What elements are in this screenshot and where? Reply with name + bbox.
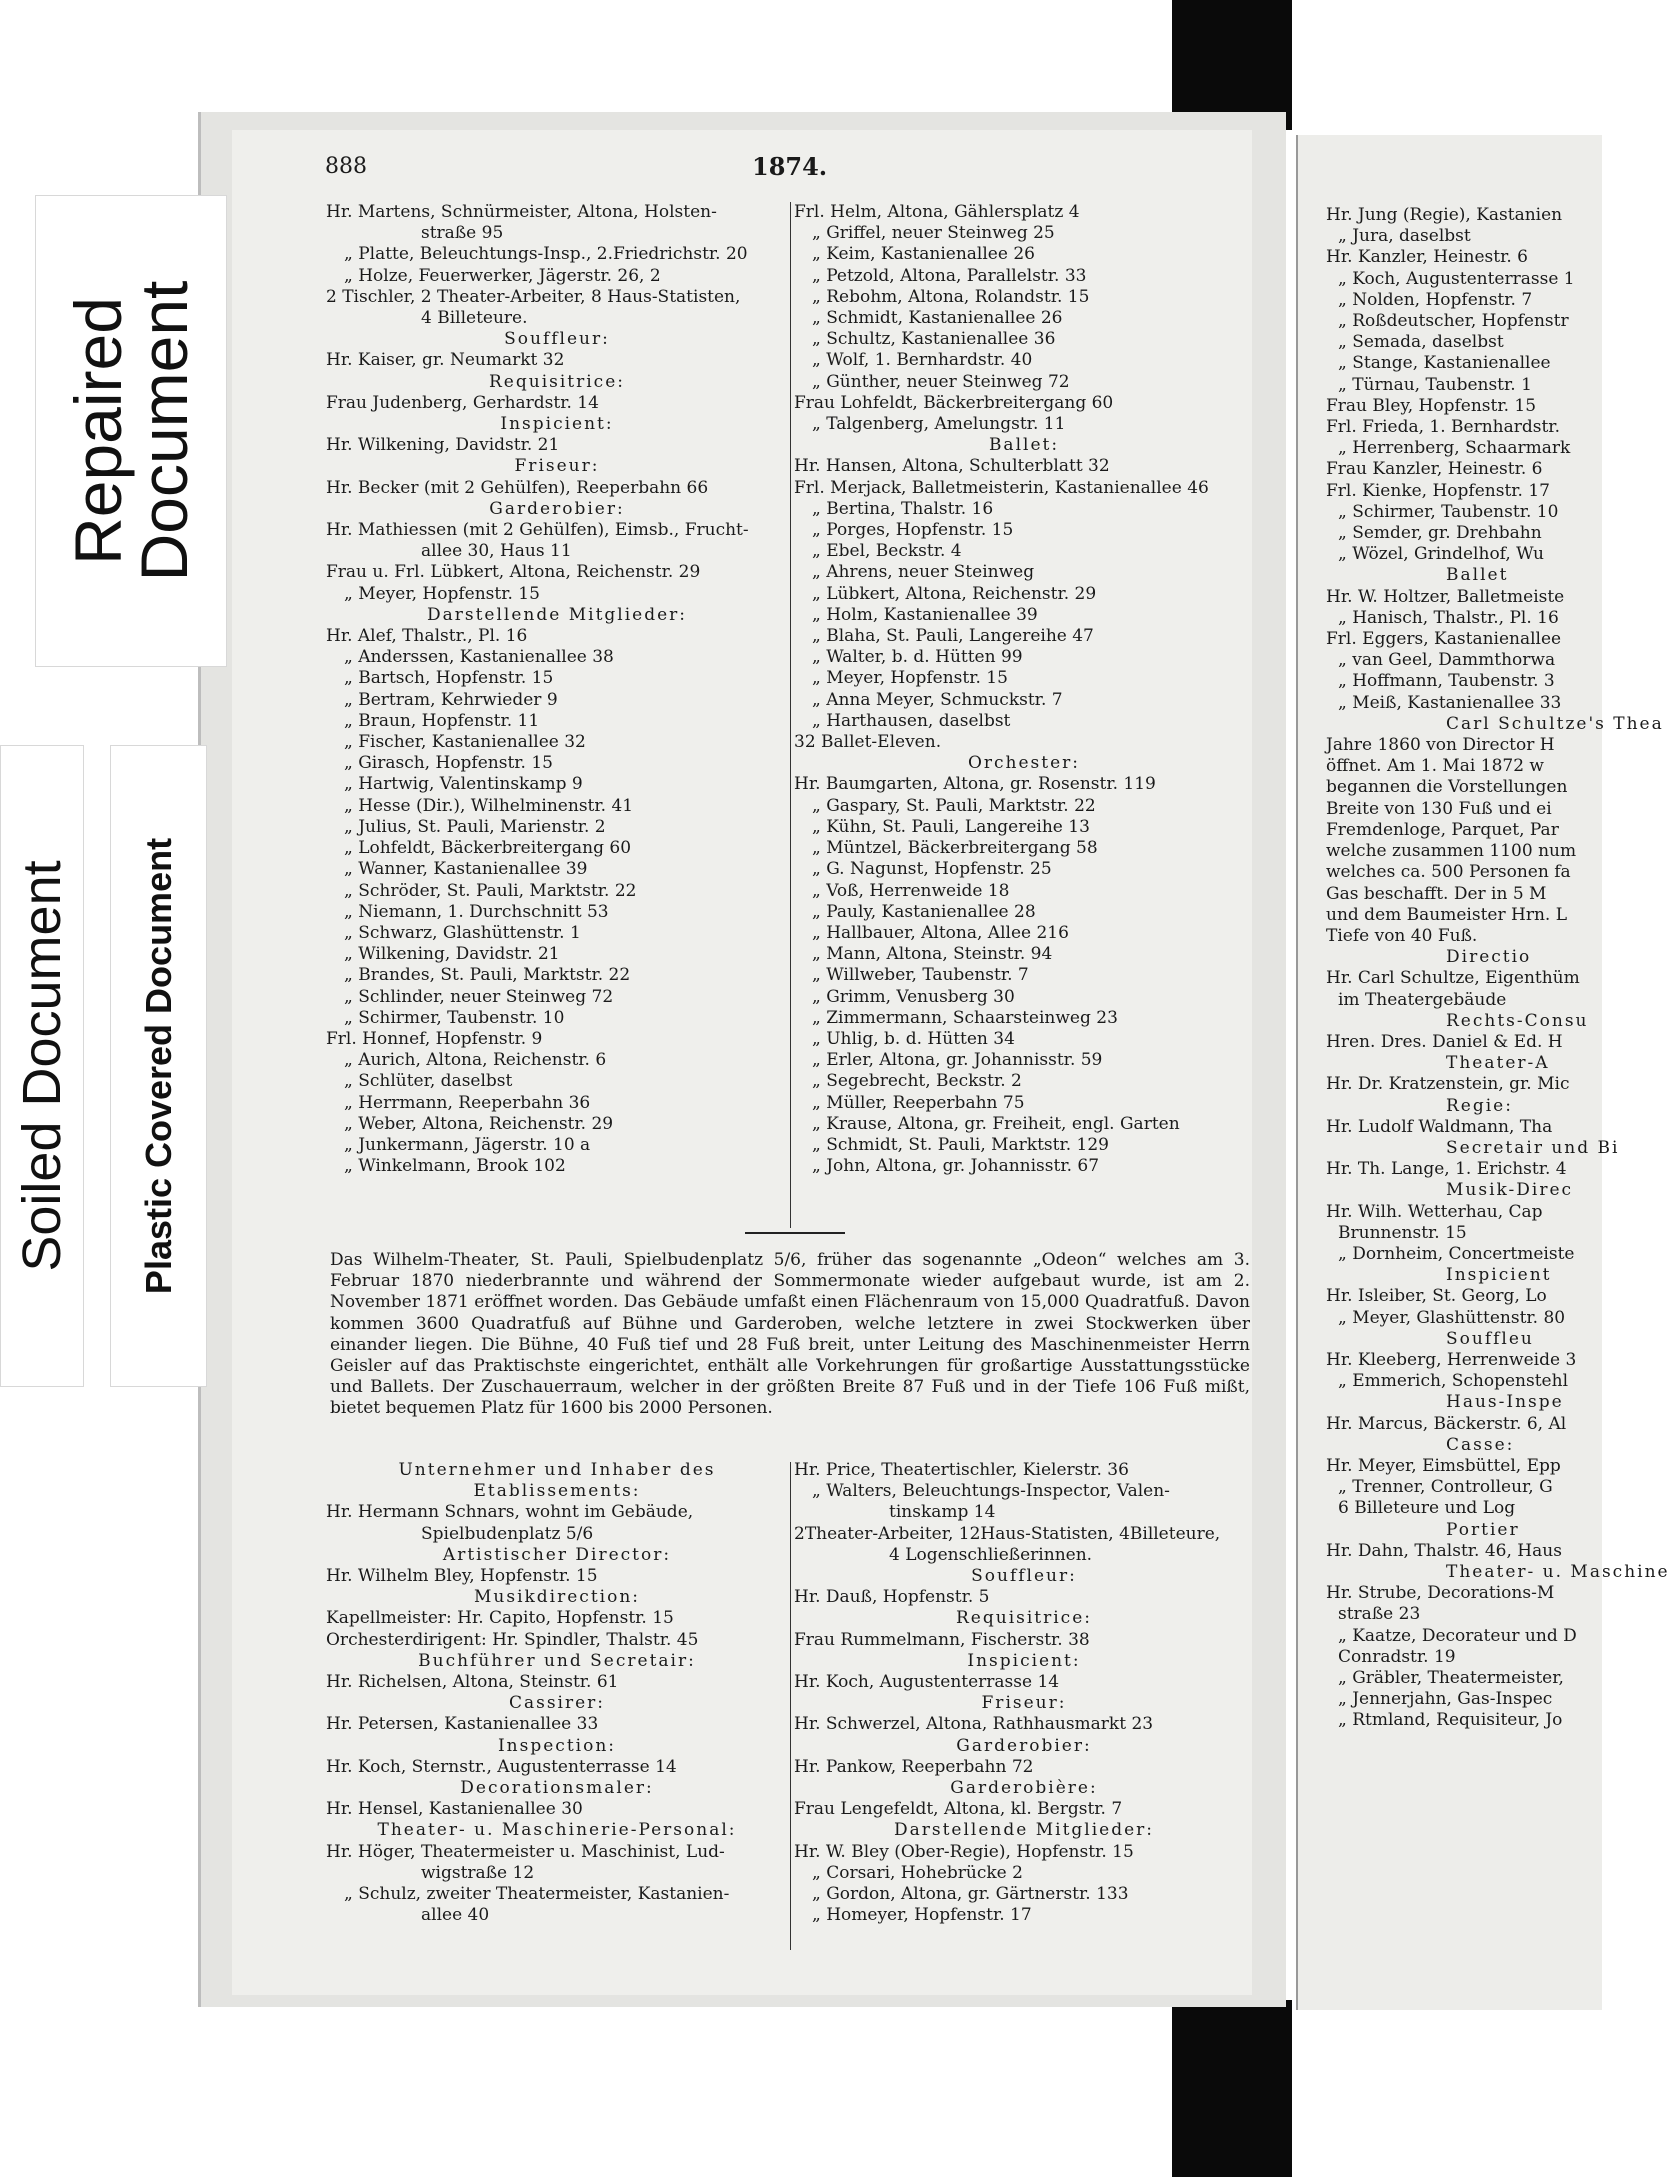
directory-entry: Frau u. Frl. Lübkert, Altona, Reichenstr. 29 (326, 562, 701, 583)
directory-entry: allee 30, Haus 11 (421, 541, 572, 562)
directory-entry: „ Wilkening, Davidstr. 21 (344, 944, 560, 965)
directory-entry: „ Weber, Altona, Reichenstr. 29 (344, 1113, 614, 1134)
directory-entry: „ Schirmer, Taubenstr. 10 (344, 1007, 565, 1028)
directory-entry: „ Anna Meyer, Schmuckstr. 7 (812, 689, 1063, 710)
directory-entry: Hr. Price, Theatertischler, Kielerstr. 36 (794, 1460, 1129, 1480)
directory-entry: Frau Bley, Hopfenstr. 15 (1326, 395, 1537, 416)
directory-entry: „ Roßdeutscher, Hopfenstr (1338, 311, 1569, 332)
directory-entry: „ Blaha, St. Pauli, Langereihe 47 (812, 626, 1094, 647)
directory-entry: „ Krause, Altona, gr. Freiheit, engl. Garten (812, 1113, 1180, 1134)
soiled-label-text: Soiled Document (12, 860, 72, 1272)
directory-entry: Frau Kanzler, Heinestr. 6 (1326, 459, 1543, 480)
directory-entry: wigstraße 12 (421, 1862, 535, 1883)
directory-entry: begannen die Vorstellungen (1326, 777, 1568, 798)
directory-entry: Hr. Pankow, Reeperbahn 72 (794, 1756, 1034, 1777)
directory-entry: „ Wolf, 1. Bernhardstr. 40 (812, 350, 1033, 371)
section-heading: Garderobier: (956, 1735, 1092, 1756)
directory-entry: Hr. Petersen, Kastanienallee 33 (326, 1714, 599, 1735)
directory-entry: Hr. W. Holtzer, Balletmeiste (1326, 586, 1565, 607)
directory-entry: „ Walter, b. d. Hütten 99 (812, 647, 1023, 668)
directory-entry: „ Willweber, Taubenstr. 7 (812, 965, 1029, 986)
wilhelm-theater-description: Das Wilhelm-Theater, St. Pauli, Spielbudenplatz 5/6, früher das sogenannte „Odeon“ welches am 3. Februar 1870 niederbrannte und während der Sommermonate wieder aufgebaut wurde, ist am 2. November 1871 eröffnet worden. Das Gebäude umfaßt einen Flächenraum von 15,000 Quadratfuß. Davon kommen 3600 Quadratfuß auf Bühne und Garderoben, welche letztere in zwei Stockwerken über einander liegen. Die Bühne, 40 Fuß tief und 28 Fuß breit, unter Leitung des Maschinenmeister Herrn Geisler auf das Praktischste eingerichtet, enthält alle Vorkehrungen für großartige Ausstattungsstücke und Ballets. Der Zuschauerraum, welcher in der größten Breite 87 Fuß und in der Tiefe 106 Fuß mißt, bietet bequemen Platz für 1600 bis 2000 Personen. (330, 1250, 1250, 1419)
directory-entry: „ Schirmer, Taubenstr. 10 (1338, 501, 1559, 522)
section-heading: Ballet: (988, 435, 1060, 456)
directory-entry: öffnet. Am 1. Mai 1872 w (1326, 756, 1544, 777)
directory-entry: „ Keim, Kastanienallee 26 (812, 244, 1035, 265)
directory-entry: welches ca. 500 Personen fa (1326, 862, 1571, 883)
directory-entry: „ Platte, Beleuchtungs-Insp., 2.Friedrichstr. 20 (344, 244, 748, 265)
directory-entry: straße 23 (1338, 1604, 1421, 1625)
directory-entry: „ Herrenberg, Schaarmark (1338, 438, 1571, 459)
directory-entry: „ Griffel, neuer Steinweg 25 (812, 223, 1055, 244)
section-heading: Garderobier: (489, 498, 625, 519)
directory-entry: „ Herrmann, Reeperbahn 36 (344, 1092, 591, 1113)
section-heading: Musik-Direc (1446, 1180, 1574, 1201)
directory-entry: tinskamp 14 (889, 1502, 996, 1523)
directory-entry: Hr. Kanzler, Heinestr. 6 (1326, 247, 1528, 268)
section-heading: Requisitrice: (956, 1608, 1092, 1629)
directory-entry: „ Walters, Beleuchtungs-Inspector, Valen- (812, 1481, 1170, 1502)
section-heading: Friseur: (981, 1693, 1067, 1714)
page-year-heading: 1874. (752, 152, 828, 181)
directory-entry: Hr. Alef, Thalstr., Pl. 16 (326, 626, 528, 647)
directory-entry: „ Anderssen, Kastanienallee 38 (344, 647, 614, 668)
directory-entry: „ Meyer, Hopfenstr. 15 (812, 668, 1008, 689)
section-heading: Rechts-Consu (1446, 1010, 1589, 1031)
column-divider-top (790, 202, 791, 1228)
directory-entry: Conradstr. 19 (1338, 1646, 1456, 1667)
directory-entry: „ Petzold, Altona, Parallelstr. 33 (812, 265, 1087, 286)
directory-entry: „ Schmidt, Kastanienallee 26 (812, 308, 1063, 329)
directory-entry: „ Segebrecht, Beckstr. 2 (812, 1071, 1022, 1092)
column-left-bottom (326, 1460, 788, 1926)
directory-entry: „ Holm, Kastanienallee 39 (812, 604, 1038, 625)
directory-entry: „ Talgenberg, Amelungstr. 11 (812, 414, 1066, 435)
section-heading: Theater- u. Maschinerie-Personal: (377, 1820, 737, 1841)
directory-entry: Frau Judenberg, Gerhardstr. 14 (326, 392, 599, 413)
directory-entry: Fremdenloge, Parquet, Par (1326, 819, 1559, 840)
column-right-top (794, 202, 1254, 1177)
directory-entry: Frau Lengefeldt, Altona, kl. Bergstr. 7 (794, 1799, 1123, 1820)
directory-entry: Hr. Hansen, Altona, Schulterblatt 32 (794, 456, 1110, 477)
section-divider (745, 1232, 845, 1234)
directory-entry: Hr. Strube, Decorations-M (1326, 1583, 1555, 1604)
directory-entry: „ Holze, Feuerwerker, Jägerstr. 26, 2 (344, 265, 661, 286)
directory-entry: „ Türnau, Taubenstr. 1 (1338, 374, 1532, 395)
directory-entry: „ Rtmland, Requisiteur, Jo (1338, 1710, 1563, 1731)
directory-entry: „ Harthausen, daselbst (812, 710, 1011, 731)
directory-entry: „ Julius, St. Pauli, Marienstr. 2 (344, 816, 606, 837)
directory-entry: „ Semder, gr. Drehbahn (1338, 523, 1542, 544)
section-heading: Secretair und Bi (1446, 1137, 1620, 1158)
section-heading: Artistischer Director: (442, 1544, 672, 1565)
directory-entry: „ Erler, Altona, gr. Johannisstr. 59 (812, 1050, 1103, 1071)
directory-entry: „ Winkelmann, Brook 102 (344, 1156, 566, 1177)
directory-entry: „ van Geel, Dammthorwa (1338, 650, 1556, 671)
directory-entry: „ Fischer, Kastanienallee 32 (344, 732, 586, 753)
directory-entry: Jahre 1860 von Director H (1326, 735, 1555, 756)
directory-entry: Hr. Wilhelm Bley, Hopfenstr. 15 (326, 1566, 598, 1587)
directory-entry: Hr. Schwerzel, Altona, Rathhausmarkt 23 (794, 1714, 1154, 1735)
directory-entry: „ Junkermann, Jägerstr. 10 a (344, 1134, 591, 1155)
directory-entry: „ Braun, Hopfenstr. 11 (344, 710, 540, 731)
directory-entry: Frl. Merjack, Balletmeisterin, Kastanienallee 46 (794, 477, 1209, 498)
column-right-bottom (794, 1460, 1254, 1926)
directory-entry: „ Pauly, Kastanienallee 28 (812, 901, 1036, 922)
section-heading: Souffleu (1446, 1328, 1534, 1349)
directory-entry: Hr. Höger, Theatermeister u. Maschinist, Lud- (326, 1841, 725, 1862)
directory-entry: „ Schlinder, neuer Steinweg 72 (344, 986, 614, 1007)
directory-entry: „ Zimmermann, Schaarsteinweg 23 (812, 1007, 1118, 1028)
directory-entry: „ Lübkert, Altona, Reichenstr. 29 (812, 583, 1097, 604)
directory-entry: Breite von 130 Fuß und ei (1326, 798, 1552, 819)
directory-entry: Hr. Hensel, Kastanienallee 30 (326, 1799, 583, 1820)
directory-entry: „ Hesse (Dir.), Wilhelminenstr. 41 (344, 795, 634, 816)
directory-entry: Hr. Meyer, Eimsbüttel, Epp (1326, 1455, 1561, 1476)
section-heading: Etablissements: (473, 1481, 641, 1502)
directory-entry: Brunnenstr. 15 (1338, 1222, 1467, 1243)
directory-entry: 4 Logenschließerinnen. (889, 1544, 1093, 1565)
section-heading: Ballet (1446, 565, 1509, 586)
directory-entry: „ Wözel, Grindelhof, Wu (1338, 544, 1544, 565)
directory-entry: Hr. Kleeberg, Herrenweide 3 (1326, 1349, 1577, 1370)
section-heading: Friseur: (514, 456, 600, 477)
directory-entry: Hr. Hermann Schnars, wohnt im Gebäude, (326, 1502, 694, 1523)
directory-entry: Frl. Helm, Altona, Gählersplatz 4 (794, 202, 1080, 222)
directory-entry: „ Kühn, St. Pauli, Langereihe 13 (812, 816, 1090, 837)
directory-entry: „ Gräbler, Theatermeister, (1338, 1668, 1564, 1689)
directory-entry: „ Girasch, Hopfenstr. 15 (344, 753, 553, 774)
directory-entry: Frl. Eggers, Kastanienallee (1326, 629, 1562, 650)
column-left-top (326, 202, 788, 1177)
section-heading: Garderobière: (950, 1778, 1098, 1799)
directory-entry: „ Homeyer, Hopfenstr. 17 (812, 1905, 1032, 1926)
directory-entry: „ Stange, Kastanienallee (1338, 353, 1551, 374)
directory-entry: Frl. Kienke, Hopfenstr. 17 (1326, 480, 1550, 501)
section-heading: Theater- u. Maschine (1446, 1562, 1670, 1582)
directory-entry: „ Trenner, Controlleur, G (1338, 1477, 1553, 1498)
section-heading: Carl Schultze's Thea (1446, 713, 1664, 734)
directory-entry: „ Günther, neuer Steinweg 72 (812, 371, 1070, 392)
directory-entry: Kapellmeister: Hr. Capito, Hopfenstr. 15 (326, 1608, 674, 1629)
directory-entry: „ Meyer, Glashüttenstr. 80 (1338, 1307, 1566, 1328)
section-heading: Casse: (1446, 1434, 1515, 1455)
directory-entry: „ Porges, Hopfenstr. 15 (812, 520, 1014, 541)
section-heading: Musikdirection: (473, 1587, 641, 1608)
directory-entry: Spielbudenplatz 5/6 (421, 1523, 594, 1544)
directory-entry: „ Müntzel, Bäckerbreitergang 58 (812, 838, 1098, 859)
directory-entry: „ Mann, Altona, Steinstr. 94 (812, 944, 1053, 965)
binding-bar-bottom (1172, 2000, 1292, 2177)
facing-page-column (1326, 205, 1670, 1732)
directory-entry: Hr. Dauß, Hopfenstr. 5 (794, 1587, 990, 1608)
section-heading: Theater-A (1446, 1053, 1550, 1074)
directory-entry: „ Lohfeldt, Bäckerbreitergang 60 (344, 838, 632, 859)
section-heading: Decorationsmaler: (460, 1778, 654, 1799)
directory-entry: Frau Lohfeldt, Bäckerbreitergang 60 (794, 392, 1114, 413)
directory-entry: Hr. Koch, Augustenterrasse 14 (794, 1672, 1060, 1693)
directory-entry: 32 Ballet-Eleven. (794, 732, 942, 753)
directory-entry: „ Kaatze, Decorateur und D (1338, 1625, 1577, 1646)
directory-entry: Hren. Dres. Daniel & Ed. H (1326, 1031, 1563, 1052)
directory-entry: Hr. W. Bley (Ober-Regie), Hopfenstr. 15 (794, 1841, 1134, 1862)
directory-entry: „ Schröder, St. Pauli, Marktstr. 22 (344, 880, 637, 901)
directory-entry: „ Voß, Herrenweide 18 (812, 880, 1010, 901)
section-heading: Darstellende Mitglieder: (893, 1820, 1155, 1841)
directory-entry: Frau Rummelmann, Fischerstr. 38 (794, 1629, 1090, 1650)
directory-entry: „ Gordon, Altona, gr. Gärtnerstr. 133 (812, 1884, 1129, 1905)
binding-bar-top (1172, 0, 1292, 130)
directory-entry: „ Bartsch, Hopfenstr. 15 (344, 668, 554, 689)
directory-entry: „ Schmidt, St. Pauli, Marktstr. 129 (812, 1134, 1110, 1155)
directory-entry: Hr. Marcus, Bäckerstr. 6, Al (1326, 1413, 1567, 1434)
repaired-document-label (35, 195, 227, 667)
soiled-document-label (0, 745, 84, 1387)
section-heading: Requisitrice: (489, 371, 625, 392)
repaired-label-text: Repaired Document (61, 280, 201, 582)
directory-entry: „ Corsari, Hohebrücke 2 (812, 1862, 1023, 1883)
section-heading: Orchester: (967, 753, 1081, 774)
directory-entry: 6 Billeteure und Log (1338, 1498, 1516, 1519)
directory-entry: „ Wanner, Kastanienallee 39 (344, 859, 588, 880)
directory-entry: Hr. Wilkening, Davidstr. 21 (326, 435, 560, 456)
directory-entry: Hr. Ludolf Waldmann, Tha (1326, 1116, 1553, 1137)
directory-entry: „ G. Nagunst, Hopfenstr. 25 (812, 859, 1052, 880)
directory-entry: Hr. Dr. Kratzenstein, gr. Mic (1326, 1074, 1570, 1095)
directory-entry: „ Bertina, Thalstr. 16 (812, 498, 994, 519)
directory-entry: Hr. Kaiser, gr. Neumarkt 32 (326, 350, 565, 371)
directory-entry: Hr. Becker (mit 2 Gehülfen), Reeperbahn 66 (326, 477, 709, 498)
directory-entry: allee 40 (421, 1905, 490, 1926)
directory-entry: „ Jennerjahn, Gas-Inspec (1338, 1689, 1553, 1710)
directory-entry: „ Schlüter, daselbst (344, 1071, 513, 1092)
plastic-label-text: Plastic Covered Document (137, 837, 179, 1295)
directory-entry: Hr. Carl Schultze, Eigenthüm (1326, 968, 1580, 989)
directory-entry: „ Brandes, St. Pauli, Marktstr. 22 (344, 965, 631, 986)
directory-entry: „ Müller, Reeperbahn 75 (812, 1092, 1025, 1113)
section-heading: Darstellende Mitglieder: (426, 604, 688, 625)
directory-entry: Frl. Honnef, Hopfenstr. 9 (326, 1028, 543, 1049)
directory-entry: „ Ebel, Beckstr. 4 (812, 541, 962, 562)
section-heading: Cassirer: (508, 1693, 606, 1714)
directory-entry: „ Rebohm, Altona, Rolandstr. 15 (812, 286, 1090, 307)
section-heading: Inspection: (497, 1735, 617, 1756)
section-heading: Buchführer und Secretair: (418, 1650, 696, 1671)
directory-entry: Hr. Dahn, Thalstr. 46, Haus (1326, 1540, 1562, 1561)
directory-entry: Hr. Martens, Schnürmeister, Altona, Holsten- (326, 202, 717, 222)
directory-entry: 4 Billeteure. (421, 308, 528, 329)
section-heading: Inspicient: (500, 414, 614, 435)
directory-entry: „ Hanisch, Thalstr., Pl. 16 (1338, 607, 1559, 628)
directory-entry: „ Emmerich, Schopenstehl (1338, 1371, 1569, 1392)
directory-entry: „ John, Altona, gr. Johannisstr. 67 (812, 1156, 1100, 1177)
directory-entry: welche zusammen 1100 num (1326, 841, 1577, 862)
section-heading: Regie: (1446, 1095, 1513, 1116)
plastic-covered-label (110, 745, 207, 1387)
section-heading: Souffleur: (504, 329, 610, 350)
directory-entry: „ Aurich, Altona, Reichenstr. 6 (344, 1050, 607, 1071)
directory-entry: Hr. Isleiber, St. Georg, Lo (1326, 1286, 1547, 1307)
directory-entry: Hr. Mathiessen (mit 2 Gehülfen), Eimsb., Frucht- (326, 520, 749, 541)
directory-entry: Gas beschafft. Der in 5 M (1326, 883, 1547, 904)
section-heading: Inspicient: (967, 1650, 1081, 1671)
section-heading: Unternehmer und Inhaber des (398, 1460, 716, 1480)
directory-entry: Tiefe von 40 Fuß. (1326, 925, 1478, 946)
section-heading: Directio (1446, 947, 1532, 968)
directory-entry: 2 Tischler, 2 Theater-Arbeiter, 8 Haus-Statisten, (326, 286, 741, 307)
directory-entry: „ Hoffmann, Taubenstr. 3 (1338, 671, 1555, 692)
directory-entry: „ Hartwig, Valentinskamp 9 (344, 774, 583, 795)
column-divider-bottom (790, 1462, 791, 1950)
directory-entry: „ Nolden, Hopfenstr. 7 (1338, 289, 1533, 310)
directory-entry: Hr. Richelsen, Altona, Steinstr. 61 (326, 1672, 619, 1693)
page-number: 888 (325, 154, 367, 179)
directory-entry: und dem Baumeister Hrn. L (1326, 904, 1567, 925)
directory-entry: „ Schwarz, Glashüttenstr. 1 (344, 922, 581, 943)
section-heading: Portier (1446, 1519, 1520, 1540)
section-heading: Souffleur: (971, 1566, 1077, 1587)
directory-entry: „ Uhlig, b. d. Hütten 34 (812, 1028, 1015, 1049)
directory-entry: Hr. Koch, Sternstr., Augustenterrasse 14 (326, 1756, 677, 1777)
directory-entry: im Theatergebäude (1338, 989, 1507, 1010)
directory-entry: Hr. Th. Lange, 1. Erichstr. 4 (1326, 1159, 1567, 1180)
directory-entry: 2Theater-Arbeiter, 12Haus-Statisten, 4Billeteure, (794, 1523, 1221, 1544)
directory-entry: Hr. Jung (Regie), Kastanien (1326, 205, 1563, 225)
directory-entry: „ Niemann, 1. Durchschnitt 53 (344, 901, 609, 922)
directory-entry: „ Ahrens, neuer Steinweg (812, 562, 1035, 583)
directory-entry: „ Jura, daselbst (1338, 226, 1471, 247)
directory-entry: straße 95 (421, 223, 504, 244)
directory-entry: „ Gaspary, St. Pauli, Marktstr. 22 (812, 795, 1096, 816)
directory-entry: Orchesterdirigent: Hr. Spindler, Thalstr. 45 (326, 1629, 699, 1650)
directory-entry: „ Grimm, Venusberg 30 (812, 986, 1015, 1007)
directory-entry: „ Semada, daselbst (1338, 332, 1504, 353)
section-heading: Haus-Inspe (1446, 1392, 1564, 1413)
directory-entry: „ Dornheim, Concertmeiste (1338, 1243, 1575, 1264)
directory-entry: „ Schultz, Kastanienallee 36 (812, 329, 1056, 350)
directory-entry: „ Meiß, Kastanienallee 33 (1338, 692, 1562, 713)
section-heading: Inspicient (1446, 1265, 1552, 1286)
directory-entry: „ Meyer, Hopfenstr. 15 (344, 583, 540, 604)
directory-entry: „ Koch, Augustenterrasse 1 (1338, 268, 1575, 289)
directory-entry: Hr. Baumgarten, Altona, gr. Rosenstr. 119 (794, 774, 1156, 795)
directory-entry: „ Hallbauer, Altona, Allee 216 (812, 922, 1069, 943)
directory-entry: „ Schulz, zweiter Theatermeister, Kastanien- (344, 1884, 730, 1905)
directory-entry: Hr. Wilh. Wetterhau, Cap (1326, 1201, 1543, 1222)
directory-entry: „ Bertram, Kehrwieder 9 (344, 689, 558, 710)
directory-entry: Frl. Frieda, 1. Bernhardstr. (1326, 417, 1560, 438)
